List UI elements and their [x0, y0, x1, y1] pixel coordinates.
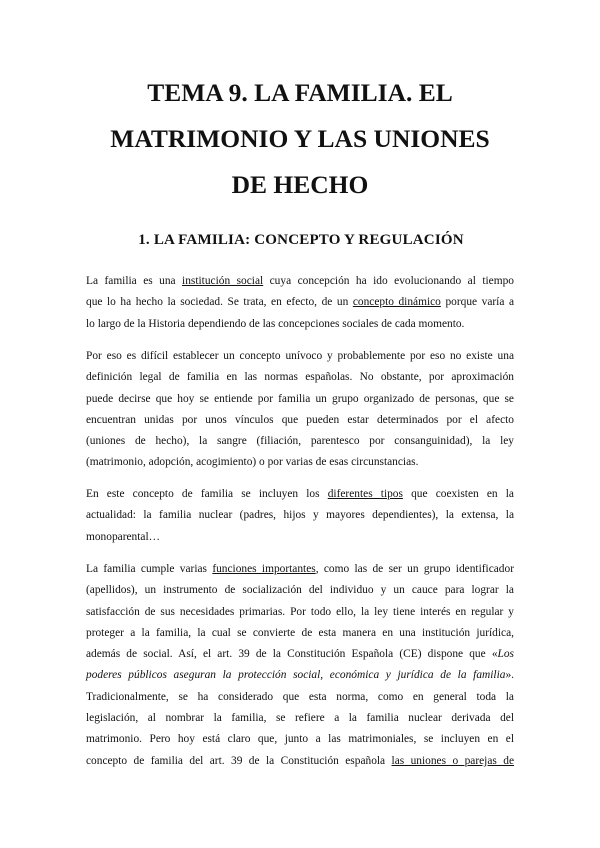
paragraph-line: definición legal de familia en las normas españolas. No obstante, por aproximación — [86, 371, 514, 384]
paragraph-line: además de social. Así, el art. 39 de la Constitución Española (CE) dispone que «Los — [86, 648, 514, 661]
paragraph-line: que lo ha hecho la sociedad. Se trata, en efecto, de un concepto dinámico porque varía a — [86, 296, 514, 309]
title-line-3: DE HECHO — [231, 170, 369, 199]
paragraph-line: lo largo de la Historia dependiendo de las concepciones sociales de cada momento. — [86, 317, 465, 330]
section-heading: 1. LA FAMILIA: CONCEPTO Y REGULACIÓN — [138, 232, 464, 248]
document-title — [60, 70, 540, 208]
paragraph-line: puede decirse que hoy se entiende por familia un grupo organizado de personas, que se — [86, 392, 514, 405]
paragraph-2 — [86, 346, 514, 474]
paragraph-1 — [86, 271, 514, 335]
quote-text: poderes públicos aseguran la protección social, económica y jurídica de la familia — [86, 669, 506, 682]
paragraph-line: (uniones de hecho), la sangre (filiación, parentesco por consanguinidad), la ley — [86, 435, 514, 448]
paragraph-line: encuentran unidas por unos vínculos que pueden estar determinados por el afecto — [86, 413, 514, 426]
underlined-term: diferentes tipos — [327, 488, 403, 500]
paragraph-line: Por eso es difícil establecer un concepto unívoco y probablemente por eso no existe una — [86, 350, 514, 362]
title-line-2: MATRIMONIO Y LAS UNIONES — [110, 124, 490, 153]
paragraph-line: poderes públicos aseguran la protección social, económica y jurídica de la familia». — [86, 669, 514, 682]
paragraph-line: Tradicionalmente, se ha considerado que esta norma, como en general toda la — [86, 690, 514, 703]
underlined-term: funciones importantes — [212, 563, 316, 575]
underlined-term: concepto dinámico — [352, 296, 441, 309]
quote-text: Los — [497, 648, 514, 661]
paragraph-line: legislación, al nombrar la familia, se refiere a la familia nuclear derivada del — [86, 712, 514, 725]
paragraph-line: matrimonio. Pero hoy está claro que, junto a las matrimoniales, se incluyen en el — [86, 733, 514, 746]
title-line-1: TEMA 9. LA FAMILIA. EL — [147, 78, 453, 107]
paragraph-line: monoparental… — [86, 530, 161, 543]
paragraph-line: La familia cumple varias funciones importantes, como las de ser un grupo identificador — [86, 563, 514, 575]
paragraph-4 — [86, 559, 514, 772]
paragraph-line: proteger a la familia, la cual se convierte de esta manera en una institución jurídica, — [86, 626, 514, 639]
underlined-term: institución social — [182, 275, 264, 287]
paragraph-line: En este concepto de familia se incluyen los diferentes tipos que coexisten en la — [86, 488, 514, 500]
paragraph-line: (matrimonio, adopción, acogimiento) o por varias de esas circunstancias. — [86, 456, 419, 469]
paragraph-line: satisfacción de sus necesidades primarias. Por todo ello, la ley tiene interés en regular y — [86, 605, 514, 618]
paragraph-line: La familia es una institución social cuya concepción ha ido evolucionando al tiempo — [86, 275, 514, 287]
paragraph-line: actualidad: la familia nuclear (padres, hijos y mayores dependientes), la extensa, la — [86, 509, 514, 522]
paragraph-line: concepto de familia del art. 39 de la Constitución española las uniones o parejas de — [86, 754, 514, 767]
underlined-term: las uniones o parejas de — [391, 754, 514, 767]
paragraph-3 — [86, 484, 514, 548]
paragraph-line: (apellidos), un instrumento de socialización del individuo y un cauce para lograr la — [86, 584, 514, 597]
